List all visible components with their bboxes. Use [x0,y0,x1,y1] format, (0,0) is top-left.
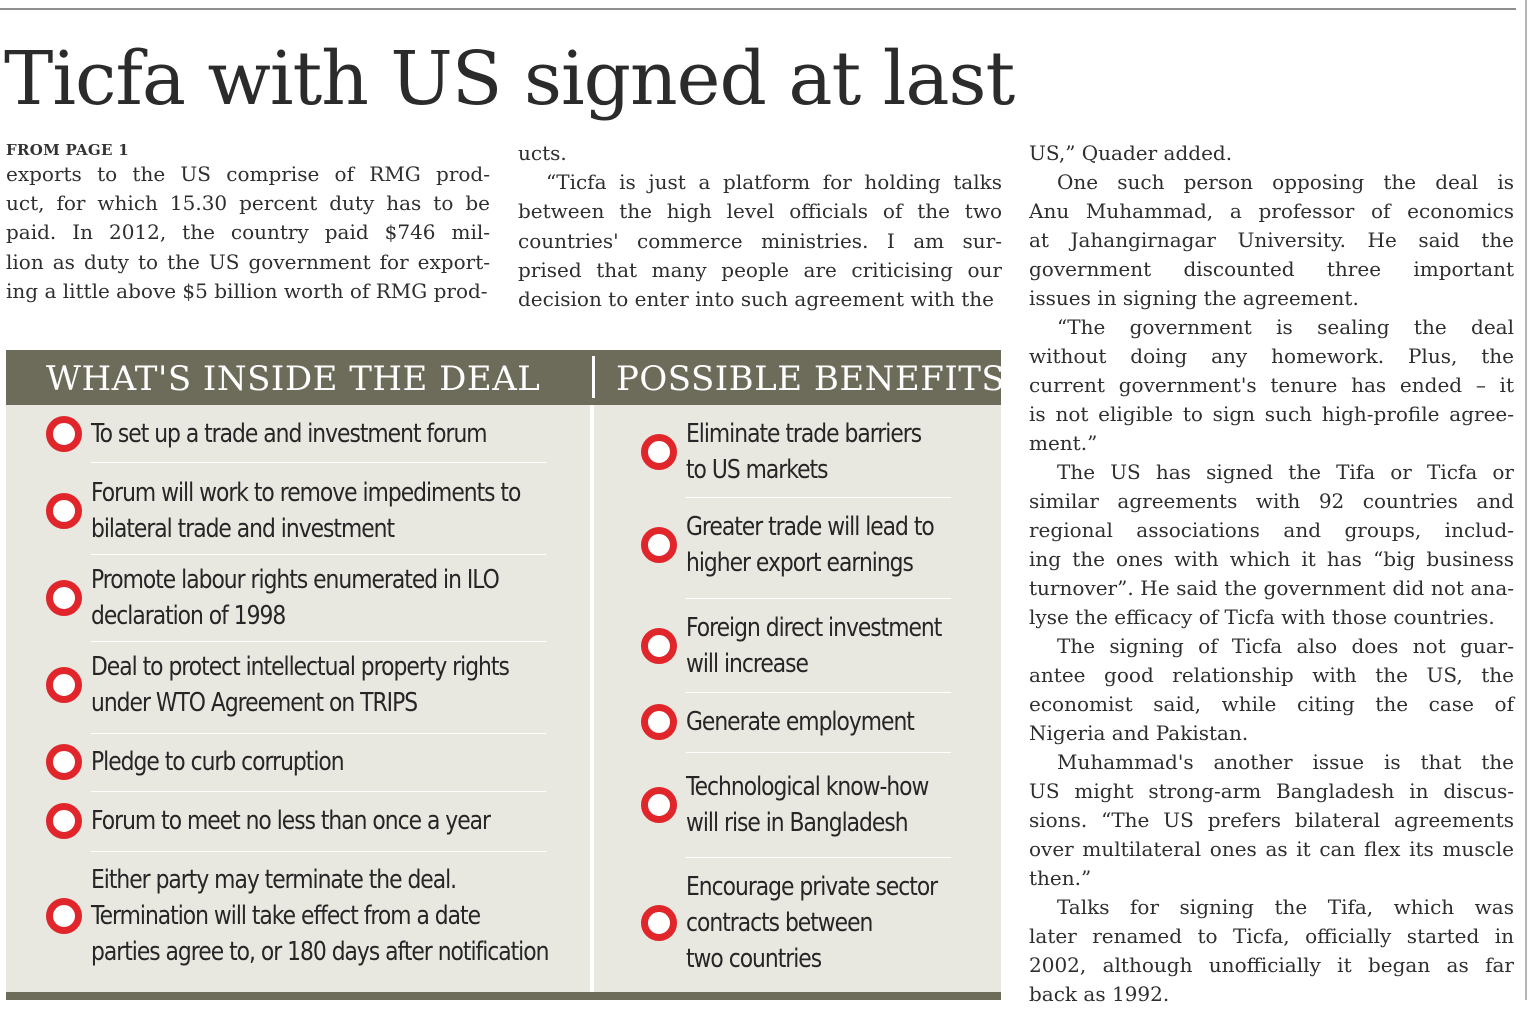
list-item-line: Pledge to curb corruption [91,747,344,777]
article-line: Anu Muhammad, a professor of economics [1029,199,1514,223]
article-column-1 [6,160,490,306]
article-line: US,” Quader added. [1029,141,1233,165]
item-divider [91,851,546,852]
list-item-text [91,744,344,780]
article-line: ing the ones with which it has “big business [1029,547,1514,571]
item-divider [686,692,951,693]
list-item-text [91,562,499,634]
list-item-line: two countries [686,944,822,974]
bullet-icon [641,787,677,823]
list-item-text [91,649,509,721]
list-item-line: Greater trade will lead to [686,512,934,542]
article-line: regional associations and groups, includ- [1029,518,1514,542]
article-line: turnover”. He said the government did not ana- [1029,576,1514,600]
list-item-line: will increase [686,649,808,679]
article-line: 2002, although unofficially it began as far [1029,953,1514,977]
item-divider [91,554,546,555]
list-item-text [686,416,921,488]
list-item-line: Forum will work to remove impediments to [91,478,521,508]
bullet-icon [46,744,82,780]
article-line: “Ticfa is just a platform for holding talks [546,170,1002,195]
bullet-icon [46,667,82,703]
bullet-icon [46,580,82,616]
deal-contents-heading: WHAT'S INSIDE THE DEAL [46,359,541,399]
list-item-line: bilateral trade and investment [91,514,395,544]
list-item-text [91,803,490,839]
article-line: decision to enter into such agreement with the [518,287,994,312]
item-divider [91,733,546,734]
bullet-icon [46,416,82,452]
list-item-text [686,769,928,841]
article-line: Talks for signing the Tifa, which was [1057,895,1514,919]
bullet-icon [641,905,677,941]
article-line: over multilateral ones as it can flex its muscle [1029,837,1514,861]
article-line: The signing of Ticfa also does not guar- [1057,634,1514,658]
article-line: issues in signing the agreement. [1029,286,1359,310]
article-line: Muhammad's another issue is that the [1057,750,1514,774]
list-item-line: parties agree to, or 180 days after notification [91,937,549,967]
article-line: government discounted three important [1029,257,1514,281]
article-line: antee good relationship with the US, the [1029,663,1514,687]
article-line: at Jahangirnagar University. He said the [1029,228,1514,252]
list-item-line: Deal to protect intellectual property rights [91,652,509,682]
article-line: between the high level officials of the two [518,199,1002,224]
item-divider [91,462,546,463]
list-item-line: will rise in Bangladesh [686,808,908,838]
bullet-icon [46,898,82,934]
article-column-2 [518,139,1002,314]
dateline: FROM PAGE 1 [6,141,130,159]
list-item-text [91,862,548,970]
bullet-icon [46,803,82,839]
list-item-line: contracts between [686,908,873,938]
list-item-text [91,416,487,452]
list-item-line: Encourage private sector [686,872,938,902]
article-line: later renamed to Ticfa, officially started in [1029,924,1514,948]
list-item-line: Foreign direct investment [686,613,942,643]
article-line: economist said, while citing the case of [1029,692,1514,716]
item-divider [686,598,951,599]
info-box-header [6,350,1006,405]
list-item-text [686,704,914,740]
list-item-line: declaration of 1998 [91,601,286,631]
column-rule [1525,0,1527,1000]
article-column-3 [1029,139,1514,1009]
article-line: is not eligible to sign such high-profile agree- [1029,402,1514,426]
article-line: lyse the efficacy of Ticfa with those countries. [1029,605,1495,629]
list-item-line: higher export earnings [686,548,913,578]
article-line: similar agreements with 92 countries and [1029,489,1514,513]
article-line: lion as duty to the US government for export- [6,249,490,274]
article-line: exports to the US comprise of RMG prod- [6,162,490,186]
list-item-line: Forum to meet no less than once a year [91,806,490,836]
headline: Ticfa with US signed at last [4,36,1015,122]
list-item-text [686,610,941,682]
list-item-line: Either party may terminate the deal. [91,865,457,895]
article-line: ment.” [1029,431,1098,455]
article-line: paid. In 2012, the country paid $746 mil- [6,220,490,245]
item-divider [686,752,951,753]
article-line: uct, for which 15.30 percent duty has to be [6,191,490,216]
column-divider [590,405,594,1000]
list-item-line: To set up a trade and investment forum [91,419,487,449]
list-item-line: under WTO Agreement on TRIPS [91,688,418,718]
bullet-icon [641,434,677,470]
list-item-line: Termination will take effect from a date [91,901,480,931]
item-divider [91,791,546,792]
info-box-bottom-bar [6,992,1001,1000]
list-item-text [686,869,937,977]
list-item-text [686,509,934,581]
heading-separator [592,356,595,398]
item-divider [91,641,546,642]
article-line: ing a little above $5 billion worth of RMG prod- [6,278,488,303]
article-line: prised that many people are criticising our [518,257,1002,282]
article-line: countries' commerce ministries. I am sur- [518,228,1002,253]
article-line: current government's tenure has ended – it [1029,373,1514,397]
bullet-icon [641,628,677,664]
list-item-line: to US markets [686,455,828,485]
article-line: One such person opposing the deal is [1057,170,1514,194]
article-line: “The government is sealing the deal [1057,315,1514,339]
list-item-line: Generate employment [686,707,914,737]
bullet-icon [641,704,677,740]
list-item-line: Eliminate trade barriers [686,419,922,449]
list-item-line: Promote labour rights enumerated in ILO [91,565,499,595]
list-item-text [91,475,520,547]
bullet-icon [46,493,82,529]
article-line: Nigeria and Pakistan. [1029,721,1249,745]
bullet-icon [641,527,677,563]
item-divider [686,497,951,498]
article-line: ucts. [518,141,567,165]
article-line: then.” [1029,866,1092,890]
article-line: without doing any homework. Plus, the [1029,344,1514,368]
info-box [6,350,1006,1000]
article-line: sions. “The US prefers bilateral agreements [1029,808,1514,832]
item-divider [686,857,951,858]
article-line: back as 1992. [1029,982,1170,1006]
top-rule [0,8,1516,10]
article-line: The US has signed the Tifa or Ticfa or [1057,460,1514,484]
article-line: US might strong-arm Bangladesh in discus- [1029,779,1514,803]
list-item-line: Technological know-how [686,772,929,802]
benefits-heading: POSSIBLE BENEFITS [616,359,1006,399]
